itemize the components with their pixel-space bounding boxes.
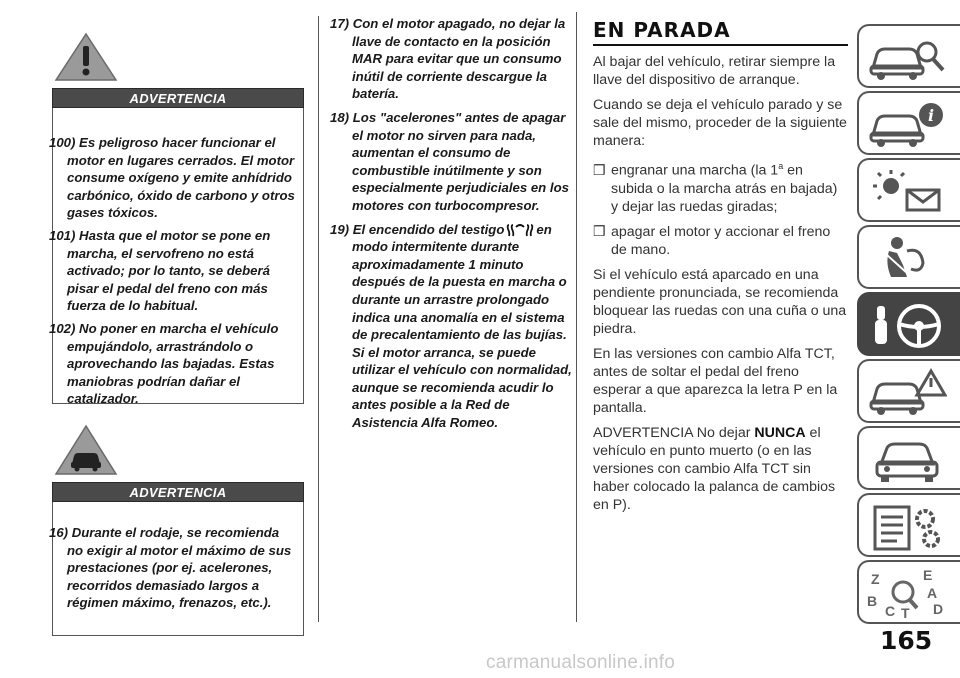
column-divider-right: [576, 12, 577, 622]
note-item-19-start: 19) El encendido del testigo: [330, 221, 505, 237]
emphasis-word: NUNCA: [754, 424, 806, 441]
watermark: carmanualsonline.info: [486, 652, 676, 673]
warning-list: [49, 134, 295, 413]
warning-box-top: [49, 88, 304, 407]
car-magnifier-icon: [867, 32, 947, 84]
tab-technical-data[interactable]: [857, 493, 960, 557]
warning-triangle-icon: [54, 32, 118, 82]
warning-heading: ADVERTENCIA: [52, 482, 304, 502]
warning-item-102: 102) No poner en marcha el vehículo empujándolo, arrastrándolo o aprovechando las bajadas. Estas maniobras podrían dañar el catalizador.: [49, 320, 279, 407]
tab-starting-driving[interactable]: [857, 292, 960, 356]
document-gears-icon: [867, 501, 947, 553]
column-divider-left: [318, 16, 319, 622]
tab-dashboard-info[interactable]: [857, 91, 960, 155]
index-letter: D: [933, 601, 944, 617]
tab-vehicle-knowledge[interactable]: [857, 24, 960, 88]
warning-item-16: 16) Durante el rodaje, se recomienda no exigir al motor el máximo de sus prestaciones (por ej. acelerones, recorridos demasiado largos a régimen máximo, frenazos, etc.).: [49, 525, 292, 611]
warning-item-100: 100) Es peligroso hacer funcionar el motor en lugares cerrados. El motor consume oxígeno y emite anhídrido carbónico, óxido de carbono y otros gases tóxicos.: [49, 135, 295, 221]
note-item-17: 17) Con el motor apagado, no dejar la llave de contacto en la posición MAR para evitar que un consumo inútil de corriente descargue la batería.: [330, 16, 566, 102]
index-letter: Z: [871, 571, 880, 587]
note-item-18: 18) Los "acelerones" antes de apagar el motor no sirven para nada, aumentan el consumo de combustible inútilmente y son especialmente perjudiciales en los motores con turbocompresor.: [330, 109, 569, 213]
glow-plug-icon: [506, 223, 534, 237]
warning-light-envelope-icon: [867, 166, 947, 218]
paragraph-1: Al bajar del vehículo, retirar siempre la llave del dispositivo de arranque.: [593, 54, 836, 88]
warning-heading: ADVERTENCIA: [52, 88, 304, 108]
checkbox-bullet-icon: ❒: [593, 223, 606, 240]
index-letter: T: [901, 605, 910, 620]
notes-column: [330, 15, 576, 438]
warning-box-bottom: [49, 482, 304, 636]
svg-text:i: i: [927, 106, 935, 125]
tab-maintenance[interactable]: [857, 426, 960, 490]
car-info-icon: [867, 99, 947, 151]
note-item-19-end: en modo intermitente durante aproximadamente 1 minuto después de la puesta en marcha o durante un arrastre prolongado indica una anomalía en el sistema de precalentamiento de las bujías. Si el motor arranca, se puede utilizar el vehículo con normalidad, aunque se recomienda acudir lo antes posible a la Red de Asistencia Alfa Romeo.: [352, 221, 572, 431]
paragraph-4: En las versiones con cambio Alfa TCT, antes de soltar el pedal del freno esperar a que aparezca la letra P en la pantalla.: [593, 345, 838, 416]
checkbox-bullet-icon: ❒: [593, 162, 606, 179]
tab-warning-lights[interactable]: [857, 158, 960, 222]
index-letter: A: [927, 585, 938, 601]
paragraph-5: ADVERTENCIA No dejar NUNCA el vehículo en punto muerto (o en las versiones con cambio Alfa TCT sin haber colocado la palanca de cambios en P).: [593, 424, 836, 513]
car-warning-triangle-icon: [867, 367, 947, 419]
note-item-19: [330, 221, 576, 432]
section-title: EN PARADA: [593, 18, 848, 46]
warning-list: [49, 524, 295, 617]
car-front-icon: [867, 434, 947, 486]
bullet-item-2: ❒ apagar el motor y accionar el freno de mano.: [593, 223, 831, 258]
paragraph-3: Si el vehículo está aparcado en una pendiente pronunciada, se recomienda bloquear las ruedas con una cuña o una piedra.: [593, 266, 847, 337]
index-letter: C: [885, 603, 896, 619]
car-warning-triangle-icon: [54, 424, 118, 476]
parking-section: [593, 18, 848, 521]
alphabet-index-icon: [867, 568, 947, 620]
page-number: 165: [880, 626, 933, 655]
tab-emergency[interactable]: [857, 359, 960, 423]
index-letter: B: [867, 593, 878, 609]
warning-item-101: 101) Hasta que el motor se pone en marcha, el servofreno no está activado; por lo tanto, se deberá pisar el pedal del freno con más fuerza de lo habitual.: [49, 227, 271, 314]
paragraph-2: Cuando se deja el vehículo parado y se sale del mismo, proceder de la siguiente manera:: [593, 97, 847, 149]
tab-alphabetical-index[interactable]: [857, 560, 960, 624]
tab-safety[interactable]: [857, 225, 960, 289]
bullet-item-1: ❒ engranar una marcha (la 1$^a$ en subida o la marcha atrás en bajada) y dejar las ruedas giradas;: [593, 161, 838, 215]
airbag-seat-icon: [867, 233, 947, 285]
index-letter: E: [923, 568, 933, 583]
key-steering-wheel-icon: [867, 300, 947, 352]
